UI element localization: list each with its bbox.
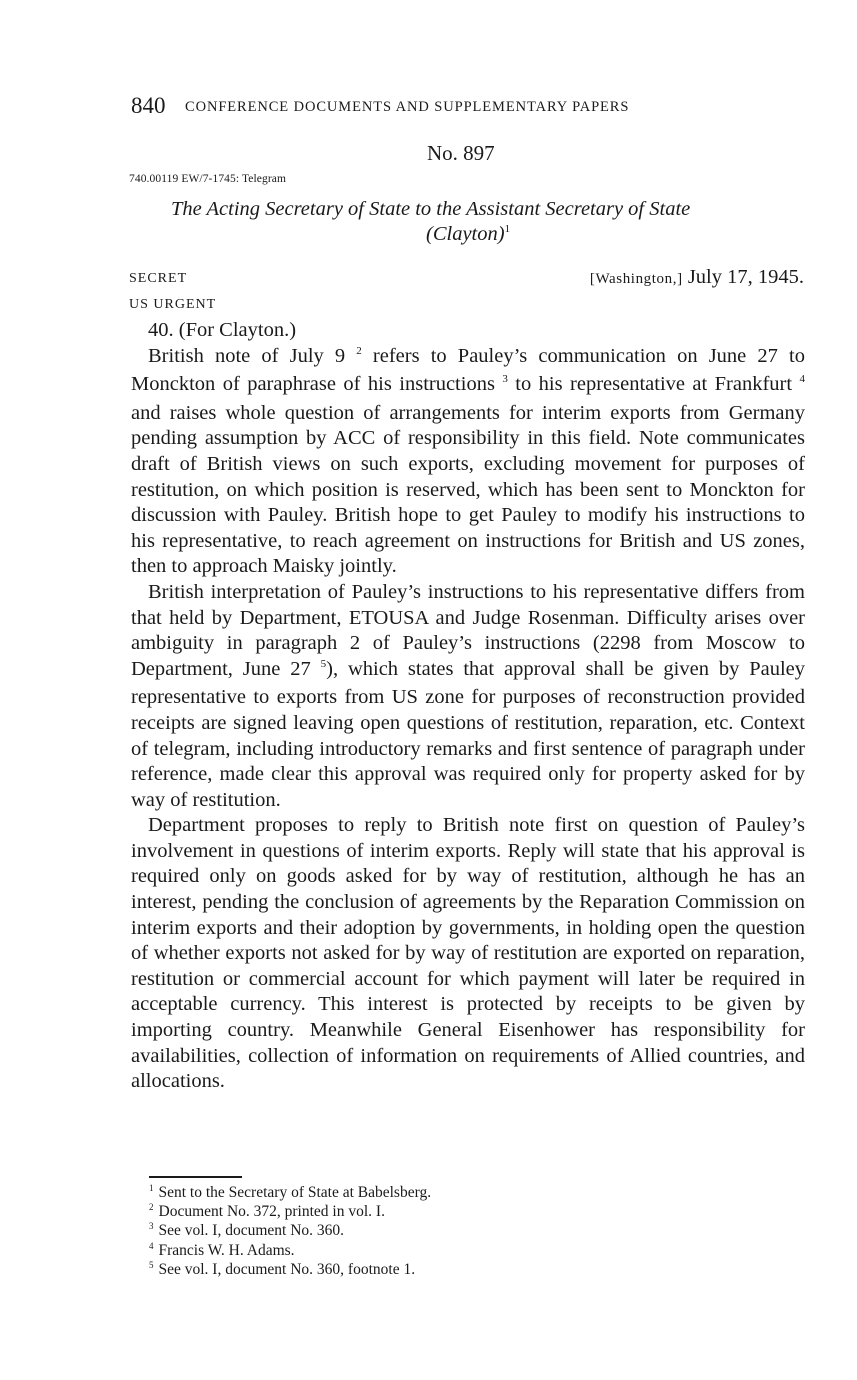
text-run: British interpretation of Pauley’s instructions to his representative differs from that held by Department, ETOUSA and Judge Rosenman. Difficulty arises over ambiguity in paragraph 2 of Pauley’s instructions (2298 from Moscow to Department, June 27 [131, 580, 805, 680]
document-title-line2 [426, 223, 510, 246]
footnote-ref: 4 [799, 373, 806, 386]
paragraph-3: Department proposes to reply to British note first on question of Pauley’s involvement in questions of interim exports. Reply will state that his approval is required only on goods asked for by way of restitution, although he has an interest, pending the conclusion of agreements by the Reparation Commission on interim exports and their adoption by governments, in holding open the question of whether exports not asked for by way of restitution are exported on reparation, restitution or commercial account for which payment will later be required in acceptable currency. This interest is protected by receipts to be given by importing country. Meanwhile General Eisenhower has responsibility for availabilities, collection of information on requirements of Allied countries, and allocations. [131, 814, 805, 1093]
footnote-text: See vol. I, document No. 360. [158, 1222, 345, 1240]
footnote-divider [149, 1176, 242, 1178]
footnote-mark: 5 [149, 1259, 154, 1270]
footnote [149, 1222, 431, 1241]
footnote [149, 1261, 431, 1280]
page-number: 840 [131, 93, 166, 118]
dateline-place: [Washington,] [589, 271, 683, 287]
footnote-ref: 3 [502, 373, 508, 386]
opening-line: 40. (For Clayton.) [148, 319, 297, 341]
text-run: ), which states that approval shall be given by Pauley representative to exports from US zone for purposes of reconstruction provided receipts are signed leaving open questions of restitution, reparation, etc. Context of telegram, including introductory remarks and first sentence of paragraph under reference, made clear this approval was required only for property asked for by way of restitution. [131, 657, 806, 811]
document-title-line1: The Acting Secretary of State to the Assistant Secretary of State [171, 198, 691, 220]
footnote-text: Sent to the Secretary of State at Babelsberg. [158, 1184, 432, 1201]
priority-label: US URGENT [129, 297, 217, 312]
footnote-ref: 5 [320, 657, 327, 670]
footnote-mark: 4 [149, 1240, 154, 1251]
classification-label: SECRET [129, 271, 188, 286]
footnote-ref: 2 [356, 344, 362, 357]
footnotes [149, 1184, 431, 1280]
footnote-ref: 1 [504, 223, 511, 235]
paragraph-1 [131, 344, 805, 580]
dateline [590, 266, 804, 289]
footnote-mark: 2 [149, 1202, 154, 1213]
running-head: CONFERENCE DOCUMENTS AND SUPPLEMENTARY PAPERS [185, 99, 630, 115]
footnote [149, 1242, 431, 1261]
footnote-text: Document No. 372, printed in vol. I. [158, 1203, 385, 1221]
footnote-text: Francis W. H. Adams. [158, 1241, 295, 1259]
text-run: and raises whole question of arrangements for interim exports from Germany pending assumption by ACC of responsibility in this field. Note communicates draft of British views on such exports, excluding movement for purposes of restitution, on which position is reserved, which has been sent to Monckton for discussion with Pauley. British hope to get Pauley to modify his instructions to his representative, to reach agreement on instructions for British and US zones, then to approach Maisky jointly. [131, 401, 805, 578]
footnote-text: See vol. I, document No. 360, footnote 1. [158, 1260, 416, 1278]
title-recipient: (Clayton) [426, 223, 505, 245]
document-number: No. 897 [427, 141, 495, 165]
text-run: refers to Pauley’s communication on June 27 to Monckton of paraphrase of his instructions [131, 344, 805, 396]
paragraph-2 [131, 580, 805, 813]
footnote-mark: 3 [149, 1221, 154, 1232]
footnote [149, 1184, 431, 1203]
footnote-mark: 1 [149, 1183, 154, 1193]
text-run: British note of July 9 [148, 344, 346, 367]
text-run: to his representative at Frankfurt [507, 373, 793, 396]
footnote [149, 1203, 431, 1222]
telegram-body [131, 318, 805, 1095]
dateline-date: July 17, 1945. [687, 266, 804, 288]
file-reference: 740.00119 EW/7-1745: Telegram [129, 173, 286, 185]
